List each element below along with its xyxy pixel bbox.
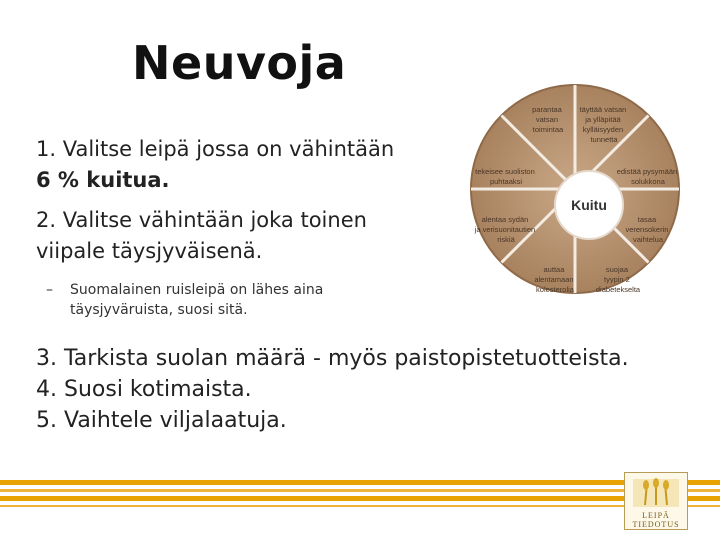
footer-stripes [0,478,720,518]
wheel-segment-4: tasaa verensokerin vaihtelua [625,215,669,244]
tip-2-line-1: 2. Valitse vähintään joka toinen [36,208,367,232]
sub-bullet-line-1: Suomalainen ruisleipä on lähes aina [70,282,324,298]
fiber-wheel-diagram [468,82,682,296]
tip-2-line-2: viipale täysjyväisenä. [36,239,263,263]
tip-4: 4. Suosi kotimaista. [36,377,252,402]
wheel-center-label: Kuitu [571,197,607,213]
slide-title: Neuvoja [132,36,347,90]
sub-bullet-line-2: täysjyväruista, suosi sitä. [70,302,248,318]
sub-bullet [46,280,324,320]
logo-word-1: LEIPÄ [642,511,670,520]
wheel-segment-8: tekeisee suoliston puhtaaksi [475,167,535,186]
tip-1-line-1: 1. Valitse leipä jossa on vähintään [36,137,395,161]
leipatiedotus-logo [624,472,688,530]
wheel-segment-1: parantaa vatsan toimintaa [532,105,564,134]
logo-word-2: TIEDOTUS [632,520,680,529]
tip-1-line-2: 6 % kuitua. [36,168,170,192]
wheel-segment-2: täyttää vatsan ja ylläpitää kylläisyyden tunnetta [579,105,627,144]
tip-3: 3. Tarkista suolan määrä - myös paistopistetuotteista. [36,346,629,371]
tip-5: 5. Vaihtele viljalaatuja. [36,408,287,433]
wheel-segment-7: alentaa sydän ja verisuonitautien riskiä [474,215,536,244]
sub-bullet-dash: – [46,282,53,298]
wheat-icon [625,475,687,511]
wheel-segment-6: auttaa alentamaan kolesterolia [534,265,574,294]
wheel-segment-5: suojaa tyypin 2 diabetekselta [595,265,641,294]
wheel-segment-3: edistää pysymään solukkona [616,167,678,186]
